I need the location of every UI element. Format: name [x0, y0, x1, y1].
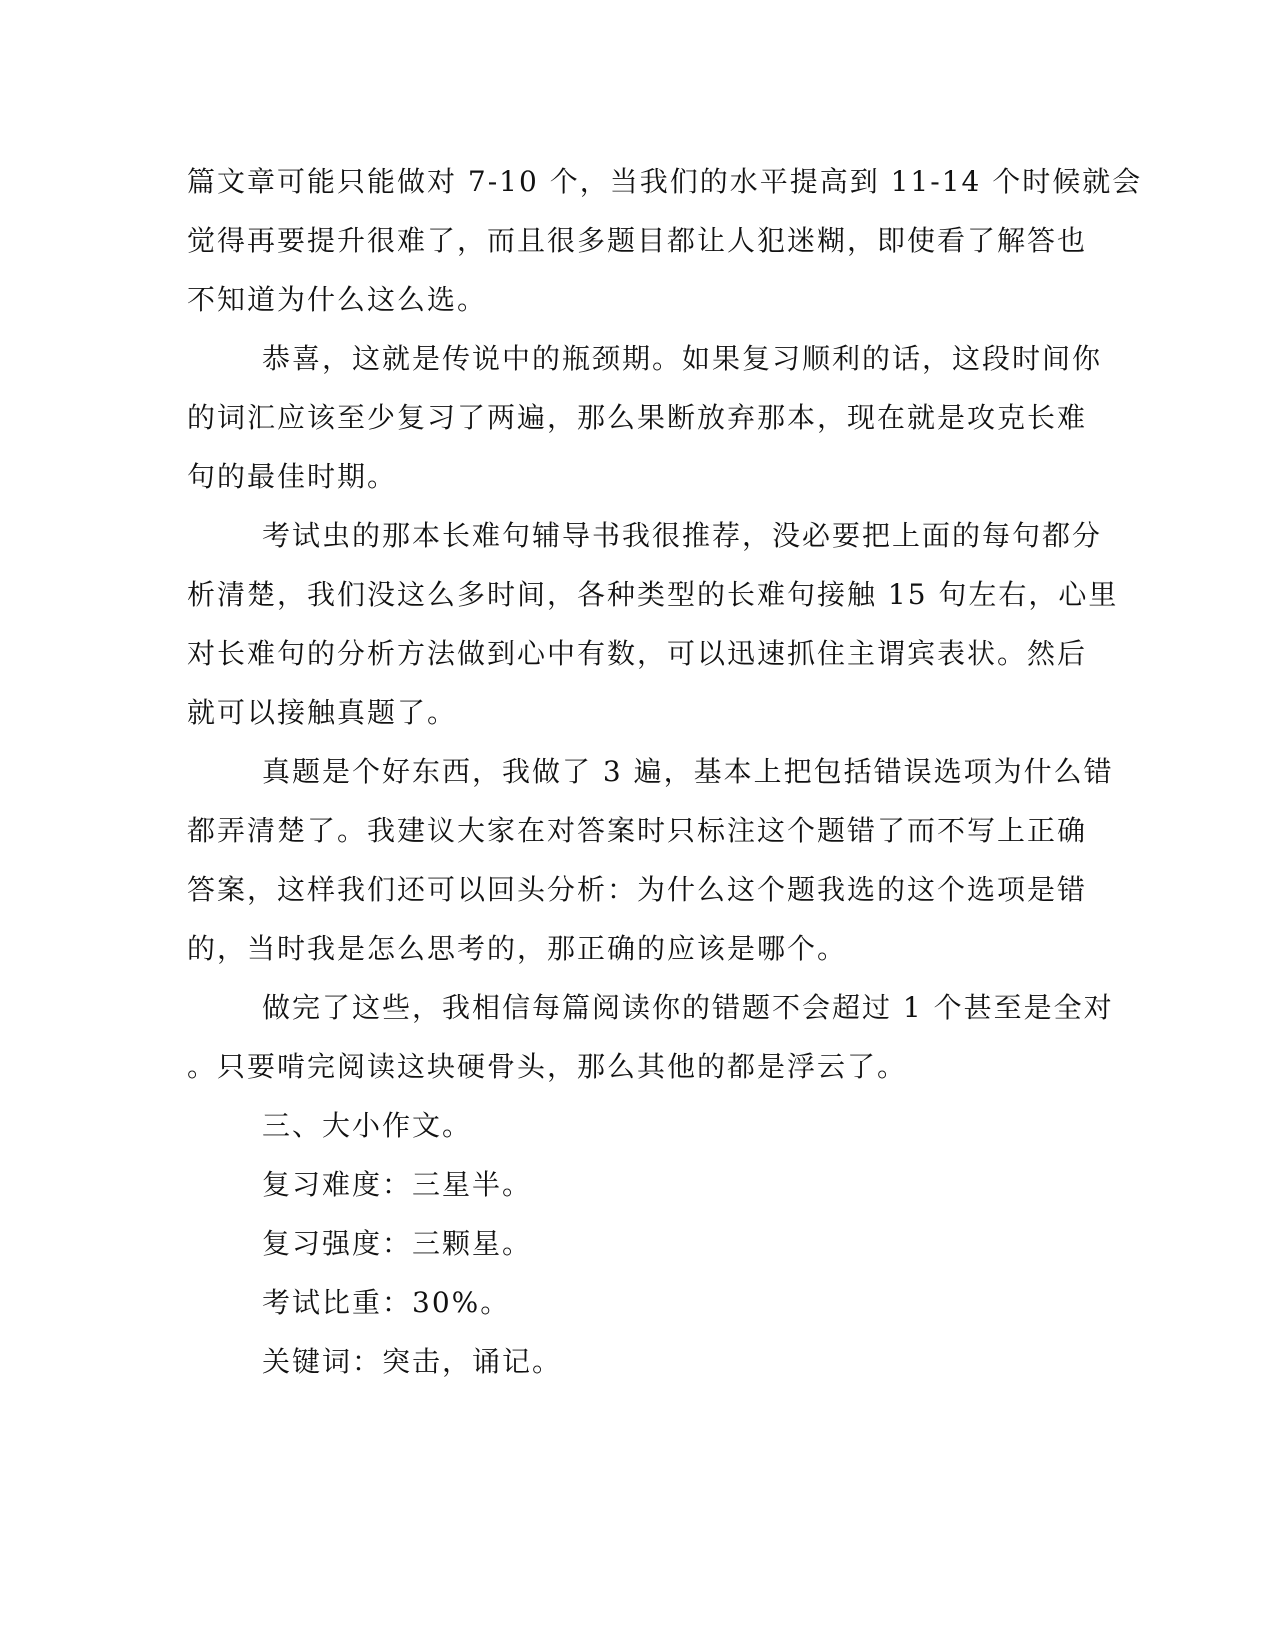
text-line: 的，当时我是怎么思考的，那正确的应该是哪个。 — [187, 932, 848, 965]
text-line: 句的最佳时期。 — [187, 460, 398, 493]
section-heading: 三、大小作文。 — [262, 1109, 473, 1142]
text-line: 对长难句的分析方法做到心中有数，可以迅速抓住主谓宾表状。然后 — [187, 637, 1088, 670]
text-line: 析清楚，我们没这么多时间，各种类型的长难句接触 15 句左右，心里 — [187, 578, 1119, 611]
text-line: 考试虫的那本长难句辅导书我很推荐，没必要把上面的每句都分 — [262, 519, 1103, 552]
text-line: 答案，这样我们还可以回头分析：为什么这个题我选的这个选项是错 — [187, 873, 1088, 906]
text-line: 就可以接触真题了。 — [187, 696, 458, 729]
text-line: 复习强度：三颗星。 — [262, 1227, 533, 1260]
text-line: 关键词：突击，诵记。 — [262, 1345, 563, 1378]
text-line: 篇文章可能只能做对 7-10 个，当我们的水平提高到 11-14 个时候就会 — [187, 165, 1143, 198]
text-line: 复习难度：三星半。 — [262, 1168, 533, 1201]
text-line: 都弄清楚了。我建议大家在对答案时只标注这个题错了而不写上正确 — [187, 814, 1088, 847]
text-line: 真题是个好东西，我做了 3 遍，基本上把包括错误选项为什么错 — [262, 755, 1114, 788]
text-line: 的词汇应该至少复习了两遍，那么果断放弃那本，现在就是攻克长难 — [187, 401, 1088, 434]
text-line: 恭喜，这就是传说中的瓶颈期。如果复习顺利的话，这段时间你 — [262, 342, 1103, 375]
text-line: 。只要啃完阅读这块硬骨头，那么其他的都是浮云了。 — [187, 1050, 908, 1083]
text-line: 不知道为什么这么选。 — [187, 283, 488, 316]
text-line: 考试比重：30%。 — [262, 1286, 511, 1319]
text-line: 做完了这些，我相信每篇阅读你的错题不会超过 1 个甚至是全对 — [262, 991, 1114, 1024]
text-line: 觉得再要提升很难了，而且很多题目都让人犯迷糊，即使看了解答也 — [187, 224, 1088, 257]
